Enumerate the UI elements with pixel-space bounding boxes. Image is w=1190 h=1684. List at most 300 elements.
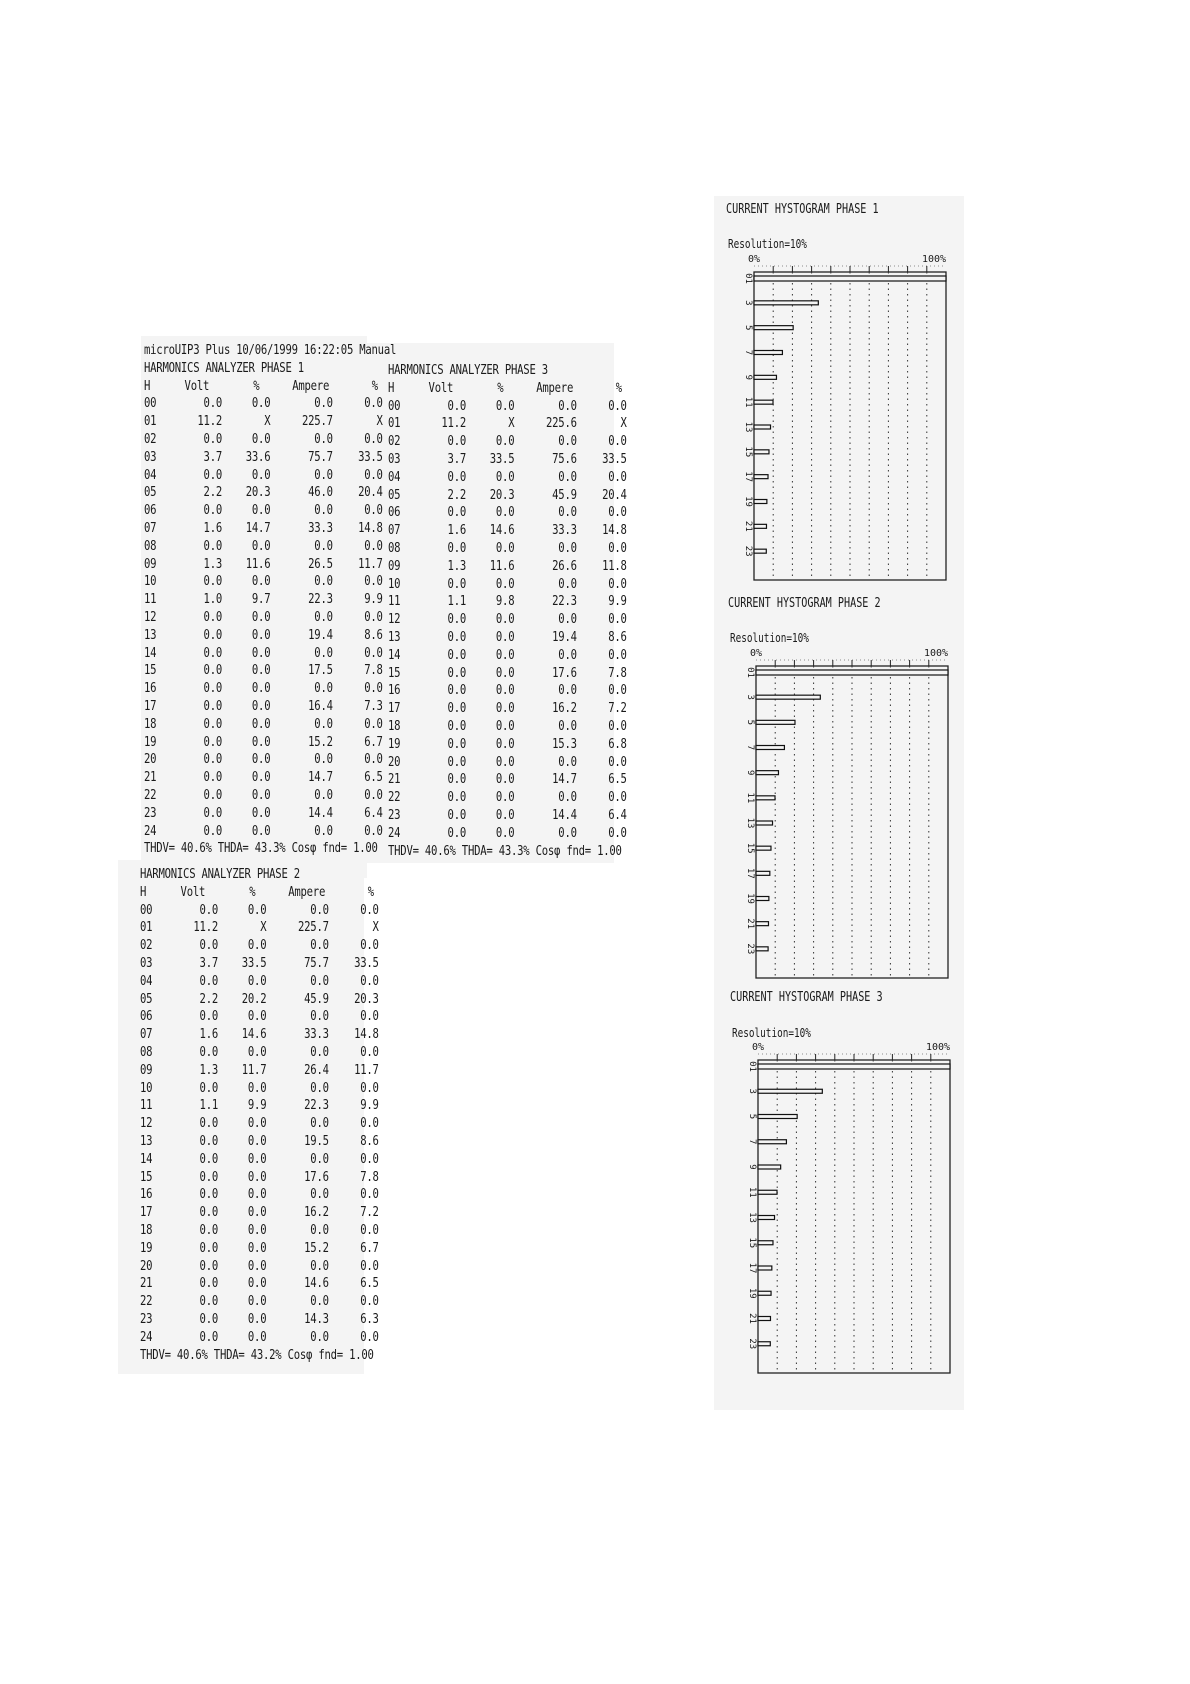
histogram-bar	[758, 1317, 770, 1321]
table-cell: 14	[144, 644, 157, 661]
table-cell: 0.0	[251, 466, 271, 483]
table-cell: 0.0	[558, 611, 577, 628]
table-cell: 24	[144, 822, 157, 839]
table-cell: 0.0	[495, 664, 515, 681]
histogram-bar	[754, 326, 793, 330]
table-cell: 0.0	[203, 644, 222, 661]
table-row	[388, 700, 627, 718]
table-cell: 0.0	[364, 395, 383, 412]
table-row	[144, 716, 396, 734]
table-cell: 0.0	[558, 717, 577, 734]
table-cell: 17.5	[308, 662, 333, 679]
table-cell: 0.0	[251, 680, 271, 697]
histogram-chart	[728, 252, 958, 582]
col-ampere: Ampere	[536, 379, 574, 396]
table-cell: 0.0	[558, 646, 577, 663]
table-cell: 0.0	[199, 1079, 218, 1096]
table-row	[140, 937, 379, 955]
table-row	[140, 1186, 379, 1204]
table-cell: 0.0	[314, 395, 333, 412]
table-cell: 0.0	[314, 644, 333, 661]
table-row	[144, 680, 396, 698]
table-row	[140, 1329, 379, 1347]
table-cell: 0.0	[608, 397, 627, 414]
table-cell: 0.0	[364, 715, 383, 732]
table-cell: 19.5	[304, 1132, 329, 1149]
table-cell: 0.0	[203, 715, 222, 732]
table-row	[140, 1311, 379, 1329]
table-row	[140, 902, 379, 920]
histogram-bar	[754, 549, 766, 553]
table-cell: 15.3	[552, 735, 577, 752]
category-label: 13	[745, 817, 755, 829]
table-cell: 33.5	[241, 954, 267, 971]
table-cell: 11.7	[358, 555, 383, 572]
resolution-label: Resolution=10%	[730, 631, 809, 645]
table-row	[144, 591, 396, 609]
table-row	[140, 1222, 379, 1240]
table-cell: 0.0	[360, 1043, 379, 1060]
table-row	[388, 718, 627, 736]
category-label: 7	[743, 349, 753, 356]
table-cell: 11	[388, 593, 401, 610]
table-cell: 0.0	[251, 786, 271, 803]
table-cell: 07	[388, 522, 401, 539]
table-cell: 8.6	[364, 626, 383, 643]
table-cell: 10	[144, 573, 157, 590]
table-cell: 0.0	[364, 751, 383, 768]
table-cell: 0.0	[203, 626, 222, 643]
table-cell: 0.0	[360, 1257, 379, 1274]
table-cell: 0.0	[608, 753, 627, 770]
table-cell: 0.0	[251, 644, 271, 661]
col-h: H	[140, 883, 147, 900]
table-row	[144, 431, 396, 449]
axis-max-label: 100%	[924, 648, 949, 659]
table-cell: 0.0	[360, 1150, 379, 1167]
table-cell: 0.0	[447, 806, 466, 823]
category-label: 11	[745, 792, 755, 804]
axis-min-label: 0%	[750, 648, 763, 659]
col-volt-pct: %	[253, 377, 260, 394]
histogram-title: CURRENT HYSTOGRAM PHASE 3	[730, 990, 883, 1005]
table-cell: 0.0	[608, 504, 627, 521]
table-cell: 75.7	[304, 954, 329, 971]
table-row	[388, 593, 627, 611]
histogram-bar	[758, 1291, 771, 1295]
histogram-bar	[758, 1115, 797, 1119]
table-cell: 0.0	[203, 573, 222, 590]
table-cell: 22.3	[552, 593, 577, 610]
table-cell: 0.0	[247, 1275, 267, 1292]
table-cell: 0.0	[203, 822, 222, 839]
table-cell: 0.0	[495, 397, 515, 414]
histogram-bar	[756, 746, 784, 750]
table-cell: 0.0	[495, 575, 515, 592]
table-row	[388, 415, 627, 433]
histogram-title: CURRENT HYSTOGRAM PHASE 1	[726, 202, 879, 217]
table-cell: 0.0	[364, 430, 383, 447]
table-cell: 00	[140, 901, 153, 918]
table-cell: 0.0	[608, 824, 627, 841]
table-cell: 7.8	[360, 1168, 379, 1185]
histogram-bar	[754, 301, 818, 305]
table-cell: 0.0	[199, 1293, 218, 1310]
histogram-bar	[754, 524, 766, 528]
category-label: 3	[745, 694, 755, 700]
table-cell: 11	[144, 591, 157, 608]
table-cell: 0.0	[314, 786, 333, 803]
table-cell: 0.0	[247, 1221, 267, 1238]
table-cell: 17	[140, 1204, 153, 1221]
category-label: 5	[747, 1113, 757, 1120]
histogram-bar	[758, 1342, 770, 1346]
table-cell: 14.8	[354, 1026, 379, 1043]
table-cell: 0.0	[608, 611, 627, 628]
table-row	[388, 665, 627, 683]
table-cell: 0.0	[495, 735, 515, 752]
table-cell: 0.0	[310, 901, 329, 918]
table-cell: 0.0	[251, 573, 271, 590]
table-row	[140, 1169, 379, 1187]
table-cell: 1.3	[447, 557, 466, 574]
category-label: 3	[743, 300, 753, 306]
category-label: 7	[745, 744, 755, 751]
table-cell: 14.8	[358, 519, 383, 536]
table-cell: 6.5	[608, 771, 627, 788]
histogram-bar	[756, 695, 820, 699]
table-cell: 0.0	[558, 397, 577, 414]
category-label: 15	[747, 1237, 757, 1249]
table-cell: 0.0	[310, 1079, 329, 1096]
table-cell: 2.2	[199, 990, 218, 1007]
table-row	[144, 502, 396, 520]
table-cell: 0.0	[314, 751, 333, 768]
table-cell: 46.0	[308, 484, 333, 501]
table-cell: 0.0	[247, 1310, 267, 1327]
table-cell: 33.6	[245, 448, 271, 465]
table-row	[144, 734, 396, 752]
table-cell: 0.0	[495, 771, 515, 788]
histogram-title: CURRENT HYSTOGRAM PHASE 2	[728, 596, 881, 611]
category-label: 17	[745, 867, 755, 879]
table-row	[388, 469, 627, 487]
table-cell: 6.5	[360, 1275, 379, 1292]
table-row	[144, 556, 396, 574]
table-cell: 18	[140, 1221, 153, 1238]
category-label: 9	[745, 769, 755, 776]
table-cell: 0.0	[364, 537, 383, 554]
table-cell: 0.0	[310, 1043, 329, 1060]
table-cell: 0.0	[247, 1204, 267, 1221]
table-cell: 0.0	[251, 804, 271, 821]
category-label: 7	[747, 1139, 757, 1145]
histogram-bar	[758, 1241, 773, 1245]
column-header-row	[144, 378, 396, 396]
table-cell: 6.5	[364, 769, 383, 786]
table-cell: 0.0	[447, 789, 466, 806]
table-row	[388, 433, 627, 451]
table-cell: 10	[140, 1079, 153, 1096]
table-cell: 0.0	[495, 753, 515, 770]
table-cell: 16	[388, 682, 401, 699]
table-row	[388, 576, 627, 594]
col-ampere-pct: %	[615, 379, 622, 396]
table-cell: 0.0	[203, 786, 222, 803]
table-row	[388, 398, 627, 416]
column-header-row	[388, 380, 627, 398]
col-ampere: Ampere	[292, 377, 330, 394]
table-cell: 0.0	[314, 573, 333, 590]
histogram-bar	[756, 720, 795, 724]
table-row	[144, 484, 396, 502]
table-cell: 6.4	[364, 804, 383, 821]
histogram-bar	[758, 1140, 786, 1144]
table-cell: 0.0	[203, 769, 222, 786]
category-label: 23	[743, 545, 753, 557]
table-cell: 6.4	[608, 806, 627, 823]
table-cell: 0.0	[447, 504, 466, 521]
table-cell: 0.0	[247, 1132, 267, 1149]
table-cell: 0.0	[314, 537, 333, 554]
table-cell: 0.0	[247, 1079, 267, 1096]
table-cell: 0.0	[558, 682, 577, 699]
table-cell: 0.0	[495, 628, 515, 645]
table-cell: 08	[388, 539, 401, 556]
table-cell: 75.7	[308, 448, 333, 465]
histogram-bar	[756, 871, 770, 875]
table-row	[140, 1008, 379, 1026]
histogram-bar	[758, 1089, 822, 1093]
category-label: 5	[745, 719, 755, 726]
table-row	[388, 522, 627, 540]
table-row	[140, 973, 379, 991]
histogram-chart	[730, 646, 960, 980]
table-cell: 0.0	[447, 824, 466, 841]
table-cell: 15	[140, 1168, 153, 1185]
table-cell: 19	[388, 735, 401, 752]
table-cell: 0.0	[247, 937, 267, 954]
table-cell: 0.0	[199, 1150, 218, 1167]
histogram-bar	[756, 771, 778, 775]
category-label: 01	[745, 667, 755, 678]
table-row	[144, 573, 396, 591]
table-cell: 0.0	[203, 430, 222, 447]
table-cell: 0.0	[247, 1239, 267, 1256]
table-row	[140, 1115, 379, 1133]
table-cell: 8.6	[608, 628, 627, 645]
histogram-bar	[758, 1266, 772, 1270]
table-cell: 11.7	[354, 1061, 379, 1078]
table-row	[388, 682, 627, 700]
table-cell: 16	[140, 1186, 153, 1203]
table-row	[140, 1275, 379, 1293]
table-cell: 0.0	[251, 769, 271, 786]
table-cell: 0.0	[558, 468, 577, 485]
table-row	[144, 395, 396, 413]
table-row	[388, 807, 627, 825]
table-row	[144, 645, 396, 663]
table-cell: X	[264, 413, 271, 430]
column-header-row	[140, 884, 379, 902]
table-cell: 0.0	[360, 1221, 379, 1238]
table-cell: 0.0	[360, 937, 379, 954]
category-label: 17	[747, 1262, 757, 1274]
table-row	[144, 805, 396, 823]
table-cell: 22	[140, 1293, 153, 1310]
table-cell: 7.2	[608, 700, 627, 717]
table-cell: 33.3	[552, 522, 577, 539]
table-cell: 14.7	[245, 519, 271, 536]
table-cell: 0.0	[447, 611, 466, 628]
table-cell: 26.4	[304, 1061, 329, 1078]
table-cell: 0.0	[447, 575, 466, 592]
table-cell: 00	[388, 397, 401, 414]
table-cell: 0.0	[364, 608, 383, 625]
table-footer: THDV= 40.6% THDA= 43.2% Cosφ fnd= 1.00	[140, 1346, 374, 1363]
table-cell: 16.2	[552, 700, 577, 717]
table-cell: 0.0	[495, 700, 515, 717]
table-cell: 0.0	[360, 1293, 379, 1310]
table-cell: X	[508, 415, 515, 432]
table-cell: 1.3	[199, 1061, 218, 1078]
table-cell: 0.0	[608, 575, 627, 592]
table-cell: 33.3	[304, 1026, 329, 1043]
table-cell: 02	[140, 937, 153, 954]
table-cell: 26.6	[552, 557, 577, 574]
category-label: 01	[743, 273, 753, 284]
table-cell: 01	[144, 413, 157, 430]
table-cell: 23	[140, 1310, 153, 1327]
table-cell: 0.0	[608, 646, 627, 663]
table-cell: X	[260, 919, 267, 936]
table-cell: 0.0	[203, 751, 222, 768]
table-cell: 0.0	[251, 822, 271, 839]
table-cell: 0.0	[247, 1115, 267, 1132]
table-cell: 0.0	[203, 733, 222, 750]
table-row	[144, 627, 396, 645]
table-cell: 11.2	[441, 415, 466, 432]
table-cell: 0.0	[203, 502, 222, 519]
table-cell: 14.6	[304, 1275, 329, 1292]
table-row	[388, 558, 627, 576]
table-cell: 0.0	[251, 662, 271, 679]
category-label: 01	[747, 1061, 757, 1072]
table-cell: 12	[140, 1115, 153, 1132]
category-label: 23	[747, 1338, 757, 1350]
table-cell: 11.2	[197, 413, 222, 430]
table-cell: 1.0	[203, 591, 222, 608]
table-cell: 0.0	[247, 1328, 267, 1345]
table-cell: 6.3	[360, 1310, 379, 1327]
table-cell: 19.4	[552, 628, 577, 645]
table-cell: 18	[388, 717, 401, 734]
table-cell: 13	[140, 1132, 153, 1149]
table-cell: 0.0	[199, 1115, 218, 1132]
table-cell: 0.0	[251, 751, 271, 768]
histogram-bar	[754, 400, 773, 404]
table-cell: 0.0	[360, 1008, 379, 1025]
table-cell: 0.0	[360, 1079, 379, 1096]
table-cell: 20.4	[602, 486, 627, 503]
table-cell: 0.0	[251, 733, 271, 750]
table-cell: 3.7	[199, 954, 218, 971]
table-row	[140, 1097, 379, 1115]
table-cell: 21	[388, 771, 401, 788]
table-cell: 11.8	[602, 557, 627, 574]
table-cell: 14	[140, 1150, 153, 1167]
table-cell: 0.0	[558, 789, 577, 806]
table-row	[388, 736, 627, 754]
col-volt: Volt	[180, 883, 206, 900]
table-cell: 0.0	[495, 789, 515, 806]
table-cell: 33.5	[602, 450, 627, 467]
table-cell: 00	[144, 395, 157, 412]
table-cell: 0.0	[495, 504, 515, 521]
table-cell: 0.0	[310, 972, 329, 989]
table-cell: 7.8	[364, 662, 383, 679]
table-cell: 0.0	[310, 1221, 329, 1238]
table-cell: 02	[144, 430, 157, 447]
category-label: 21	[743, 520, 753, 532]
table-cell: 0.0	[310, 1150, 329, 1167]
table-cell: 0.0	[447, 735, 466, 752]
table-cell: 13	[388, 628, 401, 645]
table-cell: 20	[140, 1257, 153, 1274]
table-cell: 0.0	[495, 433, 515, 450]
axis-max-label: 100%	[926, 1042, 951, 1053]
category-label: 19	[747, 1287, 757, 1299]
table-cell: 06	[144, 502, 157, 519]
category-label: 21	[747, 1313, 757, 1324]
table-cell: 0.0	[360, 901, 379, 918]
table-row	[388, 487, 627, 505]
table-cell: 225.6	[546, 415, 577, 432]
table-cell: X	[372, 919, 379, 936]
table-cell: 0.0	[199, 1275, 218, 1292]
table-cell: 0.0	[199, 1257, 218, 1274]
table-cell: 33.3	[308, 519, 333, 536]
table-cell: 19	[140, 1239, 153, 1256]
col-volt: Volt	[428, 379, 454, 396]
table-cell: 0.0	[310, 1186, 329, 1203]
table-cell: 0.0	[199, 1008, 218, 1025]
plot-frame	[758, 1060, 950, 1373]
table-cell: 15.2	[308, 733, 333, 750]
table-cell: 0.0	[199, 901, 218, 918]
table-cell: X	[376, 413, 383, 430]
table-cell: 0.0	[360, 1328, 379, 1345]
table-cell: 0.0	[203, 537, 222, 554]
table-row	[140, 955, 379, 973]
table-row	[144, 698, 396, 716]
col-ampere: Ampere	[288, 883, 326, 900]
table-row	[144, 823, 396, 841]
table-cell: 16.2	[304, 1204, 329, 1221]
category-label: 21	[745, 918, 755, 930]
table-cell: 0.0	[251, 537, 271, 554]
table-cell: 09	[388, 557, 401, 574]
table-cell: X	[620, 415, 627, 432]
table-cell: 0.0	[495, 682, 515, 699]
table-cell: 16	[144, 680, 157, 697]
table-cell: 11.6	[245, 555, 271, 572]
table-cell: 0.0	[495, 646, 515, 663]
table-cell: 0.0	[203, 395, 222, 412]
table-cell: 0.0	[608, 468, 627, 485]
category-label: 23	[745, 943, 755, 955]
col-ampere-pct: %	[367, 883, 374, 900]
